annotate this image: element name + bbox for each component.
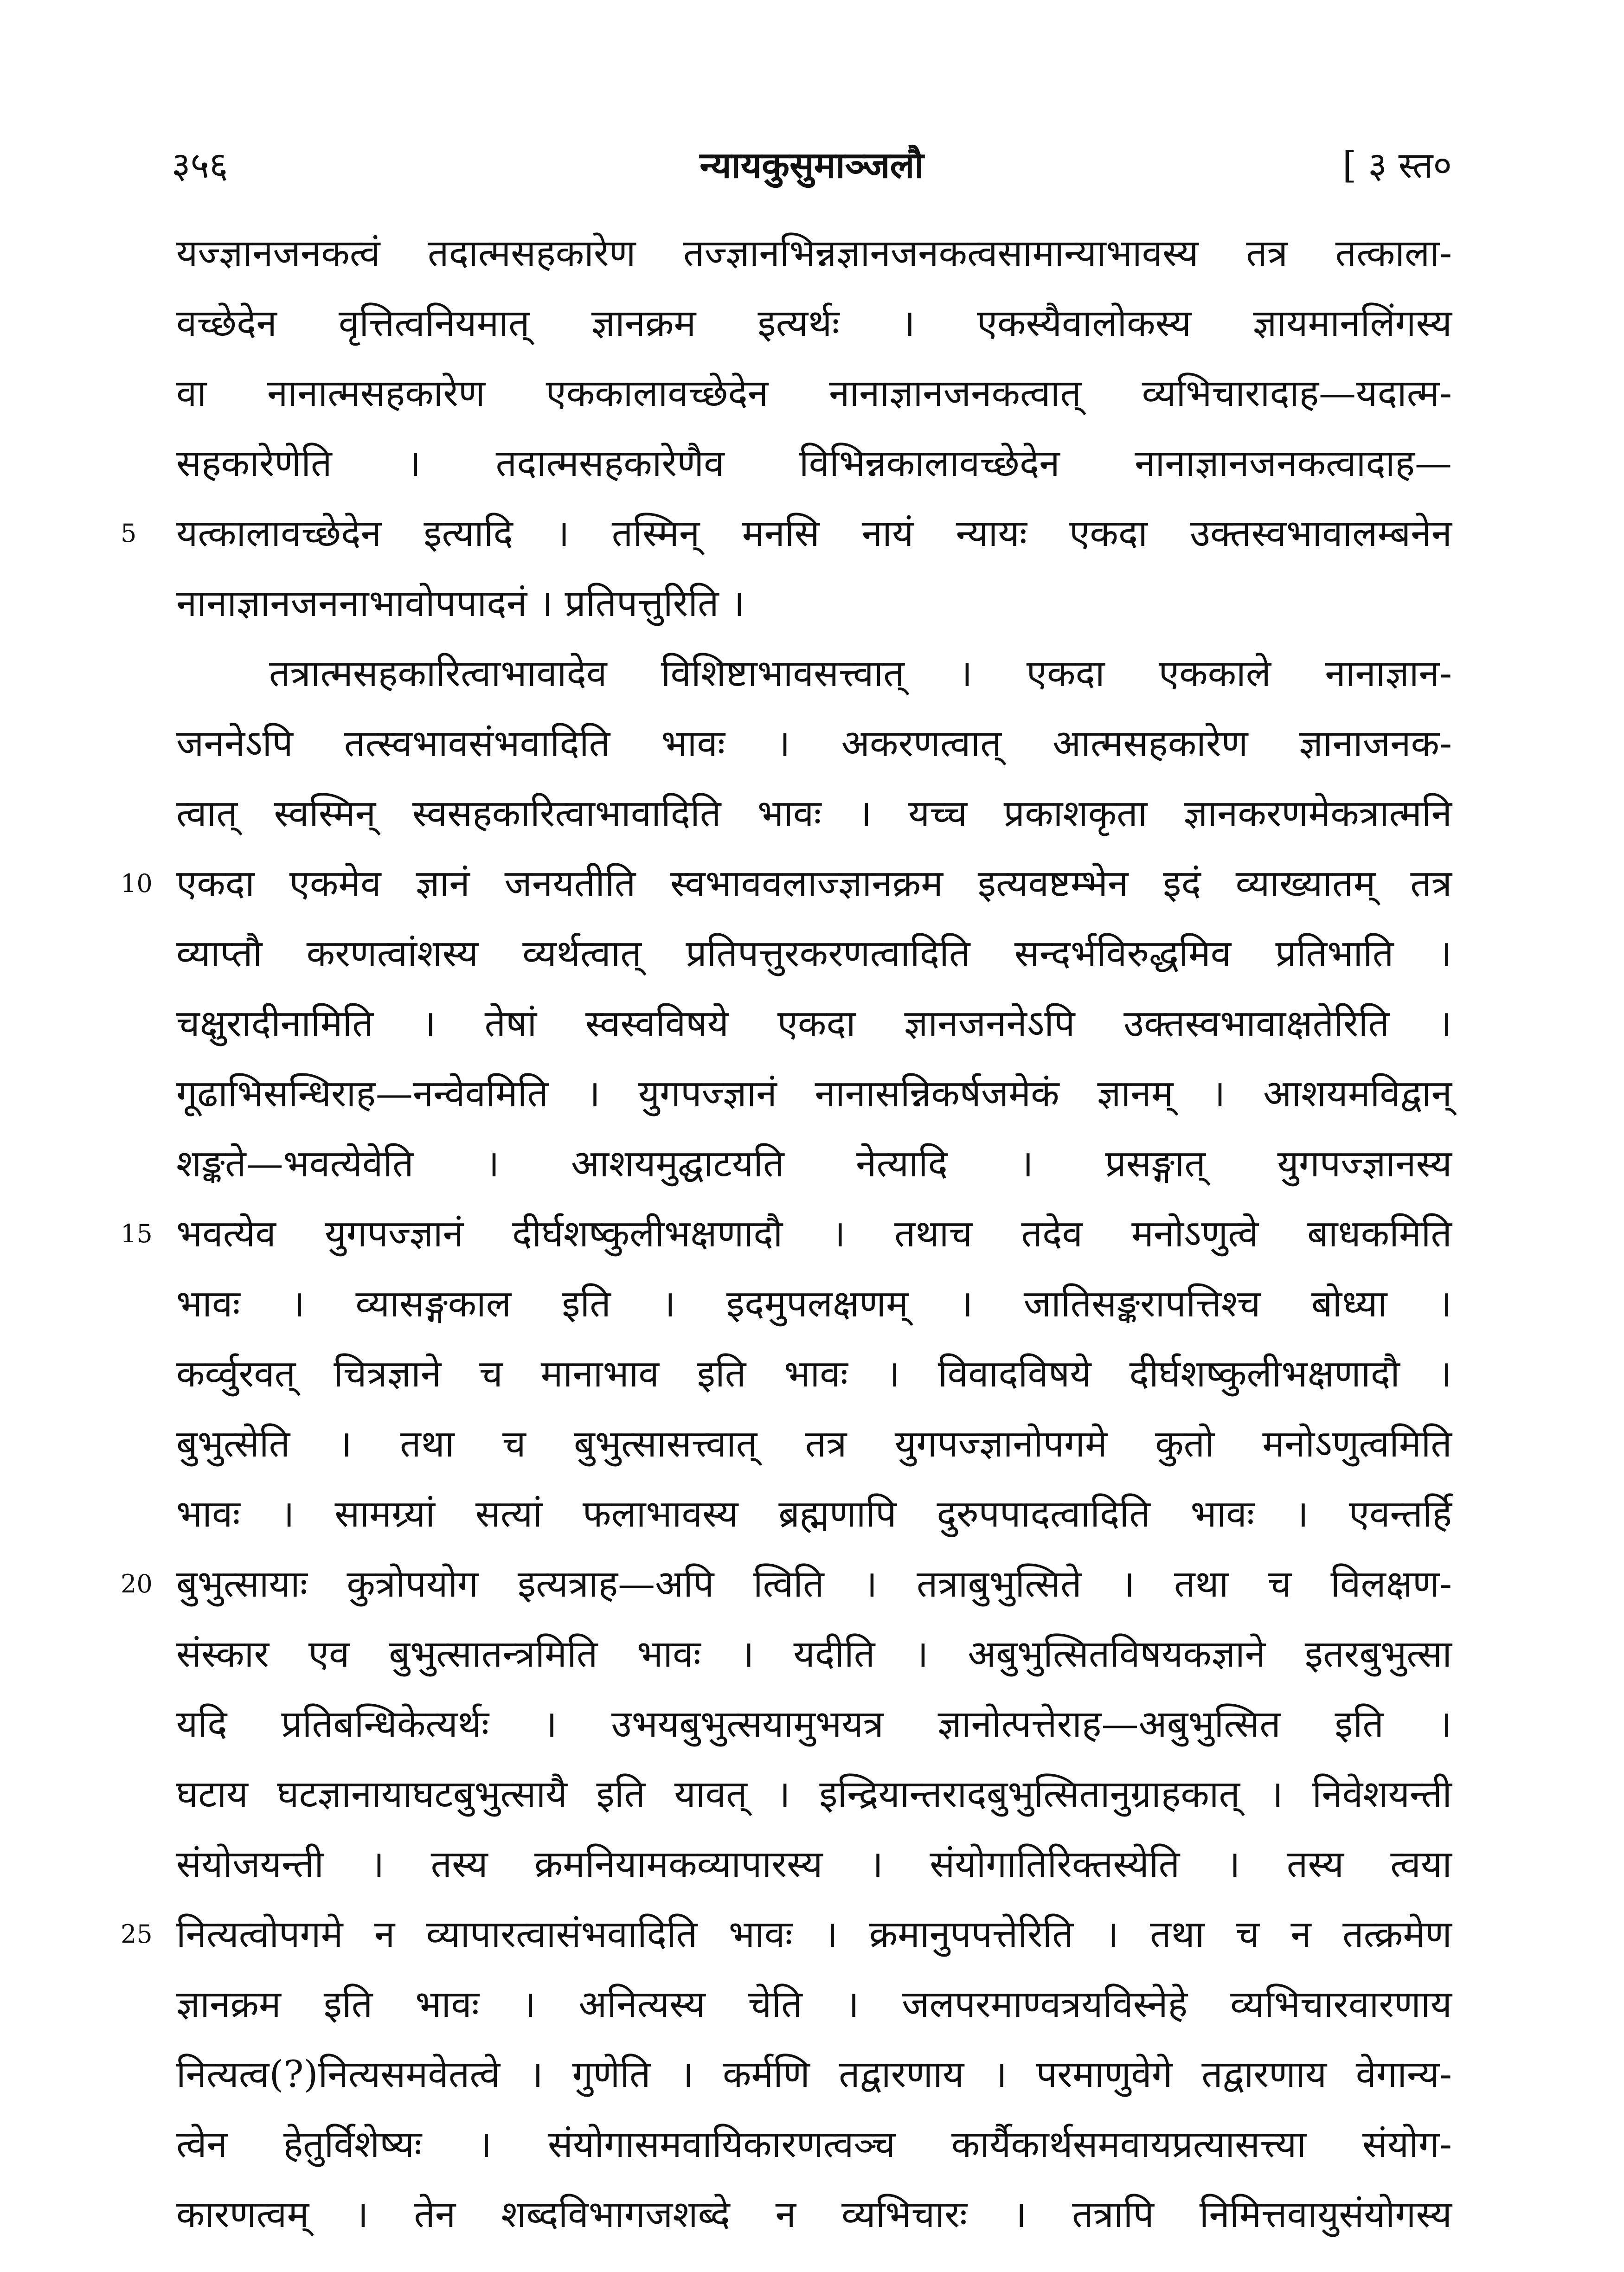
line-number: 10: [121, 869, 153, 898]
text-line: तत्रात्मसहकारित्वाभावादेव विशिष्टाभावसत्त्वात् । एकदा एककाले नानाज्ञान-: [269, 652, 1452, 695]
text-line: व्याप्तौ करणत्वांशस्य व्यर्थत्वात् प्रतिपत्तुरकरणत्वादिति सन्दर्भविरुद्धमिव प्रतिभाति ।: [176, 932, 1452, 975]
text-line: सहकारेणेति । तदात्मसहकारेणैव विभिन्नकालावच्छेदेन नानाज्ञानजनकत्वादाह—: [176, 442, 1452, 485]
line-number: 20: [121, 1569, 153, 1598]
page-number: ३५६: [172, 145, 228, 186]
text-line: [121, 1199, 1452, 1269]
text-line: भावः । व्यासङ्गकाल इति । इदमुपलक्षणम् । जातिसङ्करापत्तिश्च बोध्या ।: [176, 1282, 1452, 1325]
text-line: त्वात् स्वस्मिन् स्वसहकारित्वाभावादिति भावः । यच्च प्रकाशकृता ज्ञानकरणमेकत्रात्मनि: [176, 792, 1452, 835]
running-title: न्यायकुसुमाञ्जलौ: [700, 144, 924, 186]
line-number: 15: [121, 1219, 153, 1248]
line-number: 25: [121, 1919, 153, 1949]
text-line: चक्षुरादीनामिति । तेषां स्वस्वविषये एकदा ज्ञानजननेऽपि उक्तस्वभावाक्षतेरिति ।: [176, 1002, 1452, 1045]
text-line: ज्ञानक्रम इति भावः । अनित्यस्य चेति । जलपरमाण्वत्रयविस्नेहे व्यभिचारवारणाय: [176, 1983, 1452, 2026]
text-line: गूढाभिसन्धिराह—नन्वेवमिति । युगपज्ज्ञानं नानासन्निकर्षजमेकं ज्ञानम् । आशयमविद्वान्: [176, 1072, 1452, 1115]
text-line: त्वेन हेतुर्विशेष्यः । संयोगासमवायिकारणत्वञ्च कार्यैकार्थसमवायप्रत्यासत्त्या संयोग-: [176, 2123, 1452, 2166]
text-line: वच्छेदेन वृत्तित्वनियमात् ज्ञानक्रम इत्यर्थः । एकस्यैवालोकस्य ज्ञायमानलिंगस्य: [176, 302, 1452, 345]
running-header: [172, 139, 1452, 204]
text-line-content: एकदा एकमेव ज्ञानं जनयतीति स्वभाववलाज्ज्ञानक्रम इत्यवष्टम्भेन इदं व्याख्यातम् तत्र: [176, 862, 1452, 905]
body-text: [121, 218, 1452, 2249]
text-line: यदि प्रतिबन्धिकेत्यर्थः । उभयबुभुत्सयामुभयत्र ज्ञानोत्पत्तेराह—अबुभुत्सित इति ।: [176, 1702, 1452, 1746]
text-line: भावः । सामग्र्यां सत्यां फलाभावस्य ब्रह्मणापि दुरुपपादत्वादिति भावः । एवन्तर्हि: [176, 1492, 1452, 1535]
text-line: [121, 498, 1452, 568]
text-line: [121, 1899, 1452, 1969]
text-line: जननेऽपि तत्स्वभावसंभवादिति भावः । अकरणत्वात् आत्मसहकारेण ज्ञानाजनक-: [176, 722, 1452, 765]
text-line-content: यत्कालावच्छेदेन इत्यादि । तस्मिन् मनसि नायं न्यायः एकदा उक्तस्वभावालम्बनेन: [176, 512, 1452, 555]
text-line: कारणत्वम् । तेन शब्दविभागजशब्दे न व्यभिचारः । तत्रापि निमित्तवायुसंयोगस्य: [176, 2193, 1452, 2236]
section-marker: [ ३ स्त०: [1342, 145, 1452, 186]
text-line: यज्ज्ञानजनकत्वं तदात्मसहकारेण तज्ज्ञानभिन्नज्ञानजनकत्वसामान्याभावस्य तत्र तत्काला-: [176, 231, 1452, 275]
text-line-content: नित्यत्वोपगमे न व्यापारत्वासंभवादिति भावः । क्रमानुपपत्तेरिति । तथा च न तत्क्रमेण: [176, 1913, 1452, 1956]
text-line: घटाय घटज्ञानायाघटबुभुत्सायै इति यावत् । इन्द्रियान्तरादबुभुत्सितानुग्राहकात् । निवेशयन्ती: [176, 1772, 1452, 1816]
text-line: नित्यत्व(?)नित्यसमवेतत्वे । गुणेति । कर्मणि तद्वारणाय । परमाणुवेगे तद्वारणाय वेगान्य-: [176, 2053, 1452, 2096]
text-line: नानाज्ञानजननाभावोपपादनं । प्रतिपत्तुरिति ।: [176, 582, 745, 625]
text-line: वा नानात्मसहकारेण एककालावच्छेदेन नानाज्ञानजनकत्वात् व्यभिचारादाह—यदात्म-: [176, 372, 1452, 415]
line-number: 5: [121, 519, 137, 548]
text-line: कर्व्वुरवत् चित्रज्ञाने च मानाभाव इति भावः । विवादविषये दीर्घशष्कुलीभक्षणादौ ।: [176, 1352, 1452, 1395]
text-line: संयोजयन्ती । तस्य क्रमनियामकव्यापारस्य । संयोगातिरिक्तस्येति । तस्य त्वया: [176, 1842, 1452, 1886]
text-line: बुभुत्सेति । तथा च बुभुत्सासत्त्वात् तत्र युगपज्ज्ञानोपगमे कुतो मनोऽणुत्वमिति: [176, 1422, 1452, 1465]
text-line-content: भवत्येव युगपज्ज्ञानं दीर्घशष्कुलीभक्षणादौ । तथाच तदेव मनोऽणुत्वे बाधकमिति: [176, 1212, 1452, 1255]
text-line: [121, 1549, 1452, 1619]
text-line: संस्कार एव बुभुत्सातन्त्रमिति भावः । यदीति । अबुभुत्सितविषयकज्ञाने इतरबुभुत्सा: [176, 1632, 1452, 1675]
text-line: [121, 848, 1452, 918]
text-line-content: बुभुत्सायाः कुत्रोपयोग इत्यत्राह—अपि त्विति । तत्राबुभुत्सिते । तथा च विलक्षण-: [176, 1562, 1452, 1605]
text-line: शङ्कते—भवत्येवेति । आशयमुद्घाटयति नेत्यादि । प्रसङ्गात् युगपज्ज्ञानस्य: [176, 1142, 1452, 1185]
